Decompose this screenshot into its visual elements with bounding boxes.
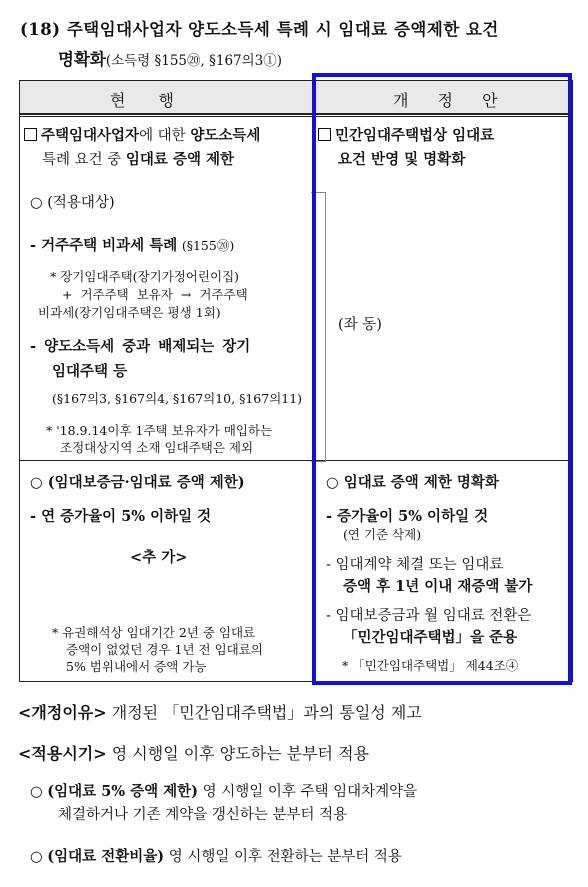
- left-intro-c: 양도소득세: [190, 127, 261, 144]
- section-title-ref: (소득령 §155⑳, §167의3①): [105, 53, 283, 69]
- bullet-circle-icon: ○: [30, 784, 48, 800]
- timing-item1-text: 영 시행일 이후 주택 임대차계약을: [202, 784, 418, 800]
- right-item2-l2: 증액 후 1년 이내 재증액 불가: [343, 578, 533, 595]
- left-limit-item: - 연 증가율이 5% 이하일 것: [30, 508, 212, 525]
- left-add: <추 가>: [130, 549, 188, 566]
- left-intro: [24, 124, 260, 145]
- right-limit-title: ○ 임대료 증액 제한 명확화: [326, 474, 499, 491]
- timing-text: 영 시행일 이후 양도하는 분부터 적용: [111, 744, 370, 763]
- timing-item1-label: (임대료 5% 증액 제한): [47, 783, 199, 800]
- reason-text: 개정된 「민간임대주택법」과의 통일성 제고: [111, 703, 422, 722]
- header-current: 현 행: [110, 91, 188, 110]
- left-note1-l3: 비과세(장기임대주택은 평생 1회): [38, 305, 221, 320]
- left-item1-text: - 거주주택 비과세 특례: [30, 237, 178, 254]
- left-intro-a: 주택임대사업자: [41, 127, 140, 144]
- left-item2-l1: - 양도소득세 중과 배제되는 장기: [30, 338, 251, 355]
- right-note: * 「민간임대주택법」 제44조④: [342, 658, 519, 673]
- section-title-line2: 명확화: [58, 50, 106, 69]
- timing-label: <적용시기>: [18, 744, 107, 763]
- right-same: (좌 동): [338, 317, 382, 333]
- right-intro-l1-text: 민간임대주택법상 임대료: [335, 127, 495, 144]
- left-note2-l1: * '18.9.14이후 1주택 보유자가 매입하는: [46, 423, 273, 438]
- left-item2-l2: 임대주택 등: [52, 363, 128, 380]
- section-heading-line2: [58, 46, 282, 70]
- section-number: (18): [20, 20, 61, 39]
- left-intro-b: 에 대한: [139, 128, 191, 144]
- timing-line: [18, 741, 369, 764]
- left-note1-l1: * 장기임대주택(장기가정어린이집): [50, 269, 240, 284]
- left-limit-title: ○ (임대보증금·임대료 증액 제한): [30, 474, 245, 491]
- left-note1-l2: + 거주주택 보유자 → 거주주택: [62, 287, 248, 302]
- right-item3-l1: - 임대보증금과 월 임대료 전환은: [326, 608, 532, 624]
- right-item3-l2: 「민간임대주택법」을 준용: [343, 629, 518, 646]
- section-title-line1: 주택임대사업자 양도소득세 특례 시 임대료 증액제한 요건: [66, 20, 499, 39]
- timing-item2: [30, 845, 402, 866]
- left-note2-l2: 조정대상지역 소재 임대주택은 제외: [60, 440, 254, 455]
- right-intro-l2: 요건 반영 및 명확화: [338, 151, 466, 168]
- right-item1: - 증가율이 5% 이하일 것: [326, 508, 489, 525]
- timing-item1: [30, 780, 417, 801]
- timing-item2-text: 영 시행일 이후 전환하는 분부터 적용: [168, 849, 402, 865]
- bullet-circle-icon: ○: [30, 849, 48, 865]
- left-item1: [30, 234, 234, 255]
- header-revised: 개 정 안: [393, 91, 510, 110]
- reason-label: <개정이유>: [18, 703, 107, 722]
- left-intro-line2-a: 특례 요건 중: [42, 152, 126, 168]
- left-item2-ref: (§167의3, §167의4, §167의10, §167의11): [52, 391, 303, 406]
- row-divider-left: [19, 460, 313, 461]
- right-item1-sub: (연 기준 삭제): [343, 527, 422, 542]
- reason-line: [18, 700, 422, 723]
- left-item1-ref: (§155⑳): [181, 238, 235, 253]
- left-note3-l2: 증액이 없었던 경우 1년 전 임대료의: [66, 642, 263, 657]
- timing-item2-label: (임대료 전환비율): [47, 848, 165, 865]
- section-heading: [20, 16, 499, 40]
- left-scope: ○ (적용대상): [30, 195, 115, 211]
- left-intro-line2: [42, 148, 234, 169]
- left-note3-l1: * 유권해석상 임대기간 2년 중 임대료: [52, 625, 256, 640]
- right-item2-l1: - 임대계약 체결 또는 임대료: [326, 557, 504, 573]
- selection-highlight-box[interactable]: [312, 73, 572, 685]
- left-note3-l3: 5% 범위내에서 증액 가능: [66, 659, 207, 674]
- left-intro-line2-b: 임대료 증액 제한: [125, 151, 235, 168]
- checkbox-square-icon: [24, 128, 37, 141]
- timing-item1-line2: 체결하거나 기존 계약을 갱신하는 분부터 적용: [58, 807, 348, 823]
